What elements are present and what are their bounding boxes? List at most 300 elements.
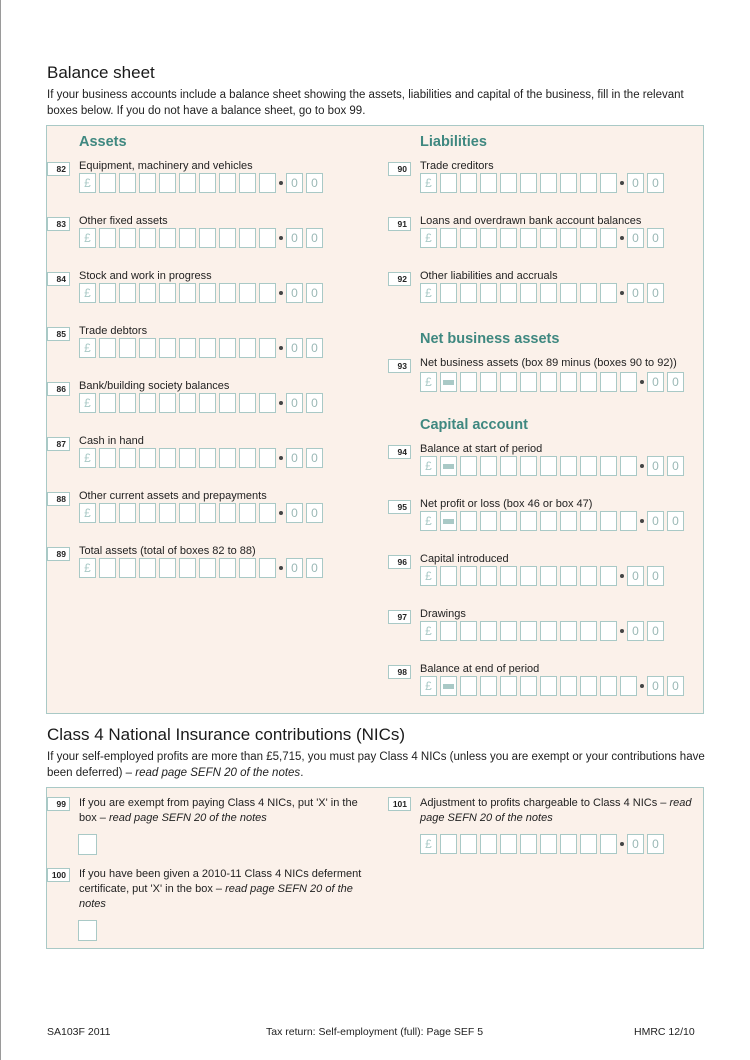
assets-heading: Assets bbox=[79, 134, 127, 150]
box-93-amount[interactable] bbox=[420, 372, 687, 392]
box-95-amount[interactable] bbox=[420, 511, 687, 531]
digit-cell[interactable] bbox=[540, 456, 557, 476]
digit-cell[interactable] bbox=[259, 173, 276, 193]
box-93-number: 93 bbox=[388, 359, 411, 373]
box-84-number: 84 bbox=[47, 272, 70, 286]
box-100-label-text: If you have been given a 2010-11 Class 4 NICs deferment certificate, put 'X' in the box – bbox=[79, 868, 362, 895]
box-85-number: 85 bbox=[47, 327, 70, 341]
minus-sign-cell[interactable] bbox=[440, 676, 457, 696]
decimal-point bbox=[279, 181, 283, 185]
box-87-amount[interactable] bbox=[79, 448, 326, 468]
box-97-label: Drawings bbox=[420, 608, 466, 620]
digit-cell[interactable] bbox=[500, 173, 517, 193]
digit-cell[interactable] bbox=[159, 448, 176, 468]
box-85-amount[interactable] bbox=[79, 338, 326, 358]
digit-cell[interactable] bbox=[460, 173, 477, 193]
digit-cell[interactable] bbox=[179, 283, 196, 303]
decimal-point bbox=[620, 842, 624, 846]
pence-cell: 0 bbox=[667, 511, 684, 531]
box-101-notes-ref: read page SEFN 20 of the notes bbox=[420, 797, 692, 824]
digit-cell[interactable] bbox=[139, 283, 156, 303]
box-91-label: Loans and overdrawn bank account balances bbox=[420, 215, 642, 227]
digit-cell[interactable] bbox=[500, 228, 517, 248]
box-83-label: Other fixed assets bbox=[79, 215, 168, 227]
digit-cell[interactable] bbox=[179, 393, 196, 413]
digit-cell[interactable] bbox=[480, 228, 497, 248]
digit-cell[interactable] bbox=[460, 834, 477, 854]
digit-cell[interactable] bbox=[239, 228, 256, 248]
digit-cell[interactable] bbox=[580, 456, 597, 476]
pence-cell: 0 bbox=[647, 173, 664, 193]
box-99-number: 99 bbox=[47, 797, 70, 811]
footer-form-code: SA103F 2011 bbox=[47, 1026, 111, 1038]
digit-cell[interactable] bbox=[560, 372, 577, 392]
box-98-number: 98 bbox=[388, 665, 411, 679]
digit-cell[interactable] bbox=[440, 173, 457, 193]
box-95-number: 95 bbox=[388, 500, 411, 514]
digit-cell[interactable] bbox=[500, 283, 517, 303]
digit-cell[interactable] bbox=[540, 372, 557, 392]
nics-intro-notes-ref: read page SEFN 20 of the notes bbox=[135, 767, 301, 779]
digit-cell[interactable] bbox=[159, 393, 176, 413]
digit-cell[interactable] bbox=[520, 621, 537, 641]
digit-cell[interactable] bbox=[560, 173, 577, 193]
digit-cell[interactable] bbox=[600, 228, 617, 248]
decimal-point bbox=[620, 181, 624, 185]
box-88-label: Other current assets and prepayments bbox=[79, 490, 267, 502]
page-border bbox=[0, 0, 1, 1060]
digit-cell[interactable] bbox=[580, 283, 597, 303]
pence-cell: 0 bbox=[647, 228, 664, 248]
box-82-amount[interactable] bbox=[79, 173, 326, 193]
footer-page-title: Tax return: Self-employment (full): Page SEF 5 bbox=[266, 1026, 484, 1038]
digit-cell[interactable] bbox=[540, 228, 557, 248]
decimal-point bbox=[640, 464, 644, 468]
box-91-amount[interactable] bbox=[420, 228, 667, 248]
currency-symbol: £ bbox=[420, 676, 437, 696]
box-90-label: Trade creditors bbox=[420, 160, 494, 172]
currency-symbol: £ bbox=[420, 173, 437, 193]
box-99-notes-ref: read page SEFN 20 of the notes bbox=[108, 812, 267, 824]
digit-cell[interactable] bbox=[239, 558, 256, 578]
pence-cell: 0 bbox=[286, 338, 303, 358]
box-99-checkbox[interactable] bbox=[78, 834, 97, 855]
digit-cell[interactable] bbox=[259, 393, 276, 413]
currency-symbol: £ bbox=[420, 834, 437, 854]
minus-sign-cell[interactable] bbox=[440, 456, 457, 476]
box-91-number: 91 bbox=[388, 217, 411, 231]
digit-cell[interactable] bbox=[199, 558, 216, 578]
digit-cell[interactable] bbox=[540, 511, 557, 531]
liabilities-heading: Liabilities bbox=[420, 134, 487, 150]
digit-cell[interactable] bbox=[500, 372, 517, 392]
digit-cell[interactable] bbox=[139, 448, 156, 468]
pence-cell: 0 bbox=[627, 228, 644, 248]
digit-cell[interactable] bbox=[520, 173, 537, 193]
digit-cell[interactable] bbox=[520, 228, 537, 248]
digit-cell[interactable] bbox=[580, 676, 597, 696]
box-94-label: Balance at start of period bbox=[420, 443, 543, 455]
digit-cell[interactable] bbox=[620, 372, 637, 392]
digit-cell[interactable] bbox=[99, 283, 116, 303]
box-82-number: 82 bbox=[47, 162, 70, 176]
digit-cell[interactable] bbox=[600, 511, 617, 531]
digit-cell[interactable] bbox=[480, 283, 497, 303]
digit-cell[interactable] bbox=[580, 511, 597, 531]
pence-cell: 0 bbox=[306, 228, 323, 248]
digit-cell[interactable] bbox=[480, 834, 497, 854]
digit-cell[interactable] bbox=[239, 393, 256, 413]
digit-cell[interactable] bbox=[440, 228, 457, 248]
box-84-amount[interactable] bbox=[79, 283, 326, 303]
digit-cell[interactable] bbox=[99, 338, 116, 358]
digit-cell[interactable] bbox=[600, 372, 617, 392]
digit-cell[interactable] bbox=[540, 834, 557, 854]
digit-cell[interactable] bbox=[480, 676, 497, 696]
minus-sign-cell[interactable] bbox=[440, 511, 457, 531]
digit-cell[interactable] bbox=[460, 456, 477, 476]
pence-cell: 0 bbox=[306, 338, 323, 358]
digit-cell[interactable] bbox=[219, 448, 236, 468]
currency-symbol: £ bbox=[79, 228, 96, 248]
digit-cell[interactable] bbox=[560, 511, 577, 531]
digit-cell[interactable] bbox=[520, 676, 537, 696]
digit-cell[interactable] bbox=[139, 173, 156, 193]
currency-symbol: £ bbox=[79, 338, 96, 358]
box-101-amount-boxes[interactable] bbox=[420, 834, 667, 854]
digit-cell[interactable] bbox=[560, 228, 577, 248]
pence-cell: 0 bbox=[627, 621, 644, 641]
box-82-label: Equipment, machinery and vehicles bbox=[79, 160, 253, 172]
box-88-amount[interactable] bbox=[79, 503, 326, 523]
pence-cell: 0 bbox=[647, 511, 664, 531]
digit-cell[interactable] bbox=[99, 448, 116, 468]
box-86-label: Bank/building society balances bbox=[79, 380, 230, 392]
digit-cell[interactable] bbox=[219, 228, 236, 248]
digit-cell[interactable] bbox=[99, 503, 116, 523]
balance-sheet-title: Balance sheet bbox=[47, 63, 155, 82]
box-95-label: Net profit or loss (box 46 or box 47) bbox=[420, 498, 593, 510]
pence-cell: 0 bbox=[647, 283, 664, 303]
digit-cell[interactable] bbox=[239, 503, 256, 523]
decimal-point bbox=[620, 236, 624, 240]
pence-cell: 0 bbox=[667, 372, 684, 392]
digit-cell[interactable] bbox=[460, 228, 477, 248]
digit-cell[interactable] bbox=[500, 566, 517, 586]
box-89-amount[interactable] bbox=[79, 558, 326, 578]
pence-cell: 0 bbox=[647, 676, 664, 696]
digit-cell[interactable] bbox=[119, 173, 136, 193]
decimal-point bbox=[279, 346, 283, 350]
pence-cell: 0 bbox=[306, 503, 323, 523]
digit-cell[interactable] bbox=[159, 228, 176, 248]
pence-cell: 0 bbox=[286, 448, 303, 468]
box-96-amount[interactable] bbox=[420, 566, 667, 586]
digit-cell[interactable] bbox=[219, 173, 236, 193]
pence-cell: 0 bbox=[627, 834, 644, 854]
digit-cell[interactable] bbox=[219, 283, 236, 303]
box-101-label-text: Adjustment to profits chargeable to Class 4 NICs – bbox=[420, 797, 670, 809]
nics-intro-end: . bbox=[300, 767, 304, 779]
digit-cell[interactable] bbox=[259, 503, 276, 523]
digit-cell[interactable] bbox=[480, 511, 497, 531]
currency-symbol: £ bbox=[420, 621, 437, 641]
box-88-number: 88 bbox=[47, 492, 70, 506]
decimal-point bbox=[640, 684, 644, 688]
digit-cell[interactable] bbox=[239, 283, 256, 303]
digit-cell[interactable] bbox=[540, 283, 557, 303]
digit-cell[interactable] bbox=[239, 173, 256, 193]
digit-cell[interactable] bbox=[560, 283, 577, 303]
digit-cell[interactable] bbox=[159, 283, 176, 303]
digit-cell[interactable] bbox=[179, 228, 196, 248]
box-92-label: Other liabilities and accruals bbox=[420, 270, 558, 282]
box-101-label bbox=[420, 796, 695, 826]
digit-cell[interactable] bbox=[179, 448, 196, 468]
digit-cell[interactable] bbox=[259, 338, 276, 358]
digit-cell[interactable] bbox=[480, 566, 497, 586]
digit-cell[interactable] bbox=[500, 621, 517, 641]
digit-cell[interactable] bbox=[119, 393, 136, 413]
decimal-point bbox=[620, 291, 624, 295]
digit-cell[interactable] bbox=[520, 456, 537, 476]
digit-cell[interactable] bbox=[119, 503, 136, 523]
digit-cell[interactable] bbox=[460, 566, 477, 586]
decimal-point bbox=[640, 519, 644, 523]
digit-cell[interactable] bbox=[500, 676, 517, 696]
digit-cell[interactable] bbox=[480, 621, 497, 641]
digit-cell[interactable] bbox=[99, 558, 116, 578]
currency-symbol: £ bbox=[420, 511, 437, 531]
digit-cell[interactable] bbox=[540, 676, 557, 696]
digit-cell[interactable] bbox=[159, 558, 176, 578]
digit-cell[interactable] bbox=[580, 228, 597, 248]
nics-title: Class 4 National Insurance contributions (NICs) bbox=[47, 725, 406, 744]
nics-intro-text: If your self-employed profits are more than £5,715, you must pay Class 4 NICs (unless you are exempt or your contributions have been deferred) – bbox=[47, 751, 705, 779]
digit-cell[interactable] bbox=[99, 228, 116, 248]
box-99-label-text: If you are exempt from paying Class 4 NICs, put 'X' in the box – bbox=[79, 797, 358, 824]
digit-cell[interactable] bbox=[540, 173, 557, 193]
digit-cell[interactable] bbox=[179, 503, 196, 523]
digit-cell[interactable] bbox=[460, 676, 477, 696]
digit-cell[interactable] bbox=[179, 338, 196, 358]
pence-cell: 0 bbox=[667, 676, 684, 696]
digit-cell[interactable] bbox=[540, 621, 557, 641]
digit-cell[interactable] bbox=[620, 676, 637, 696]
digit-cell[interactable] bbox=[179, 558, 196, 578]
digit-cell[interactable] bbox=[139, 228, 156, 248]
pence-cell: 0 bbox=[286, 228, 303, 248]
box-90-amount[interactable] bbox=[420, 173, 667, 193]
digit-cell[interactable] bbox=[119, 558, 136, 578]
digit-cell[interactable] bbox=[620, 456, 637, 476]
box-84-label: Stock and work in progress bbox=[79, 270, 212, 282]
digit-cell[interactable] bbox=[580, 834, 597, 854]
digit-cell[interactable] bbox=[600, 621, 617, 641]
digit-cell[interactable] bbox=[460, 621, 477, 641]
digit-cell[interactable] bbox=[600, 173, 617, 193]
pence-cell: 0 bbox=[286, 503, 303, 523]
currency-symbol: £ bbox=[420, 283, 437, 303]
digit-cell[interactable] bbox=[119, 228, 136, 248]
digit-cell[interactable] bbox=[480, 372, 497, 392]
decimal-point bbox=[279, 511, 283, 515]
digit-cell[interactable] bbox=[560, 621, 577, 641]
box-97-number: 97 bbox=[388, 610, 411, 624]
digit-cell[interactable] bbox=[239, 338, 256, 358]
digit-cell[interactable] bbox=[99, 393, 116, 413]
box-89-label: Total assets (total of boxes 82 to 88) bbox=[79, 545, 256, 557]
digit-cell[interactable] bbox=[600, 566, 617, 586]
box-83-amount[interactable] bbox=[79, 228, 326, 248]
digit-cell[interactable] bbox=[480, 173, 497, 193]
pence-cell: 0 bbox=[627, 173, 644, 193]
digit-cell[interactable] bbox=[460, 283, 477, 303]
digit-cell[interactable] bbox=[219, 393, 236, 413]
digit-cell[interactable] bbox=[440, 621, 457, 641]
decimal-point bbox=[279, 236, 283, 240]
digit-cell[interactable] bbox=[159, 338, 176, 358]
digit-cell[interactable] bbox=[259, 283, 276, 303]
digit-cell[interactable] bbox=[520, 283, 537, 303]
box-98-amount[interactable] bbox=[420, 676, 687, 696]
digit-cell[interactable] bbox=[219, 503, 236, 523]
currency-symbol: £ bbox=[420, 456, 437, 476]
capital-account-heading: Capital account bbox=[420, 417, 528, 433]
digit-cell[interactable] bbox=[99, 173, 116, 193]
box-92-amount[interactable] bbox=[420, 283, 667, 303]
digit-cell[interactable] bbox=[199, 173, 216, 193]
digit-cell[interactable] bbox=[440, 566, 457, 586]
digit-cell[interactable] bbox=[540, 566, 557, 586]
pence-cell: 0 bbox=[647, 456, 664, 476]
digit-cell[interactable] bbox=[500, 456, 517, 476]
box-100-checkbox[interactable] bbox=[78, 920, 97, 941]
digit-cell[interactable] bbox=[199, 503, 216, 523]
digit-cell[interactable] bbox=[199, 283, 216, 303]
box-96-label: Capital introduced bbox=[420, 553, 509, 565]
pence-cell: 0 bbox=[627, 283, 644, 303]
box-100-label bbox=[79, 867, 364, 912]
box-89-number: 89 bbox=[47, 547, 70, 561]
digit-cell[interactable] bbox=[620, 511, 637, 531]
box-85-label: Trade debtors bbox=[79, 325, 148, 337]
digit-cell[interactable] bbox=[119, 338, 136, 358]
box-92-number: 92 bbox=[388, 272, 411, 286]
digit-cell[interactable] bbox=[600, 283, 617, 303]
digit-cell[interactable] bbox=[520, 511, 537, 531]
digit-cell[interactable] bbox=[440, 283, 457, 303]
digit-cell[interactable] bbox=[199, 393, 216, 413]
digit-cell[interactable] bbox=[580, 372, 597, 392]
digit-cell[interactable] bbox=[239, 448, 256, 468]
box-94-number: 94 bbox=[388, 445, 411, 459]
digit-cell[interactable] bbox=[600, 676, 617, 696]
pence-cell: 0 bbox=[306, 283, 323, 303]
decimal-point bbox=[640, 380, 644, 384]
digit-cell[interactable] bbox=[139, 558, 156, 578]
digit-cell[interactable] bbox=[560, 676, 577, 696]
digit-cell[interactable] bbox=[119, 448, 136, 468]
currency-symbol: £ bbox=[79, 283, 96, 303]
digit-cell[interactable] bbox=[159, 503, 176, 523]
digit-cell[interactable] bbox=[259, 448, 276, 468]
digit-cell[interactable] bbox=[560, 834, 577, 854]
digit-cell[interactable] bbox=[199, 338, 216, 358]
currency-symbol: £ bbox=[79, 558, 96, 578]
box-96-number: 96 bbox=[388, 555, 411, 569]
footer-version: HMRC 12/10 bbox=[634, 1026, 695, 1038]
digit-cell[interactable] bbox=[139, 503, 156, 523]
box-101-number: 101 bbox=[388, 797, 411, 811]
pence-cell: 0 bbox=[306, 173, 323, 193]
digit-cell[interactable] bbox=[219, 558, 236, 578]
digit-cell[interactable] bbox=[580, 621, 597, 641]
pence-cell: 0 bbox=[647, 372, 664, 392]
box-86-amount[interactable] bbox=[79, 393, 326, 413]
digit-cell[interactable] bbox=[460, 372, 477, 392]
box-99-label bbox=[79, 796, 369, 826]
digit-cell[interactable] bbox=[139, 393, 156, 413]
currency-symbol: £ bbox=[79, 393, 96, 413]
box-94-amount[interactable] bbox=[420, 456, 687, 476]
digit-cell[interactable] bbox=[139, 338, 156, 358]
digit-cell[interactable] bbox=[259, 228, 276, 248]
box-97-amount[interactable] bbox=[420, 621, 667, 641]
pence-cell: 0 bbox=[306, 393, 323, 413]
digit-cell[interactable] bbox=[580, 566, 597, 586]
minus-sign-cell[interactable] bbox=[440, 372, 457, 392]
digit-cell[interactable] bbox=[600, 834, 617, 854]
digit-cell[interactable] bbox=[219, 338, 236, 358]
box-93-label: Net business assets (box 89 minus (boxes 90 to 92)) bbox=[420, 357, 677, 369]
box-90-number: 90 bbox=[388, 162, 411, 176]
digit-cell[interactable] bbox=[520, 834, 537, 854]
digit-cell[interactable] bbox=[179, 173, 196, 193]
digit-cell[interactable] bbox=[159, 173, 176, 193]
digit-cell[interactable] bbox=[440, 834, 457, 854]
digit-cell[interactable] bbox=[500, 511, 517, 531]
balance-sheet-intro: If your business accounts include a balance sheet showing the assets, liabilities and capital of the business, fill in the relevant boxes below. If you do not have a balance sheet, go to box 99. bbox=[47, 89, 684, 117]
box-87-label: Cash in hand bbox=[79, 435, 144, 447]
digit-cell[interactable] bbox=[600, 456, 617, 476]
currency-symbol: £ bbox=[79, 173, 96, 193]
box-100-notes-ref: read page SEFN 20 of the notes bbox=[79, 883, 353, 910]
decimal-point bbox=[620, 574, 624, 578]
digit-cell[interactable] bbox=[199, 228, 216, 248]
digit-cell[interactable] bbox=[199, 448, 216, 468]
digit-cell[interactable] bbox=[119, 283, 136, 303]
pence-cell: 0 bbox=[286, 558, 303, 578]
digit-cell[interactable] bbox=[500, 834, 517, 854]
decimal-point bbox=[279, 456, 283, 460]
digit-cell[interactable] bbox=[560, 456, 577, 476]
digit-cell[interactable] bbox=[460, 511, 477, 531]
digit-cell[interactable] bbox=[480, 456, 497, 476]
pence-cell: 0 bbox=[306, 448, 323, 468]
digit-cell[interactable] bbox=[580, 173, 597, 193]
pence-cell: 0 bbox=[647, 621, 664, 641]
pence-cell: 0 bbox=[647, 834, 664, 854]
digit-cell[interactable] bbox=[520, 372, 537, 392]
digit-cell[interactable] bbox=[259, 558, 276, 578]
digit-cell[interactable] bbox=[520, 566, 537, 586]
currency-symbol: £ bbox=[420, 228, 437, 248]
digit-cell[interactable] bbox=[560, 566, 577, 586]
pence-cell: 0 bbox=[667, 456, 684, 476]
pence-cell: 0 bbox=[306, 558, 323, 578]
box-98-label: Balance at end of period bbox=[420, 663, 540, 675]
